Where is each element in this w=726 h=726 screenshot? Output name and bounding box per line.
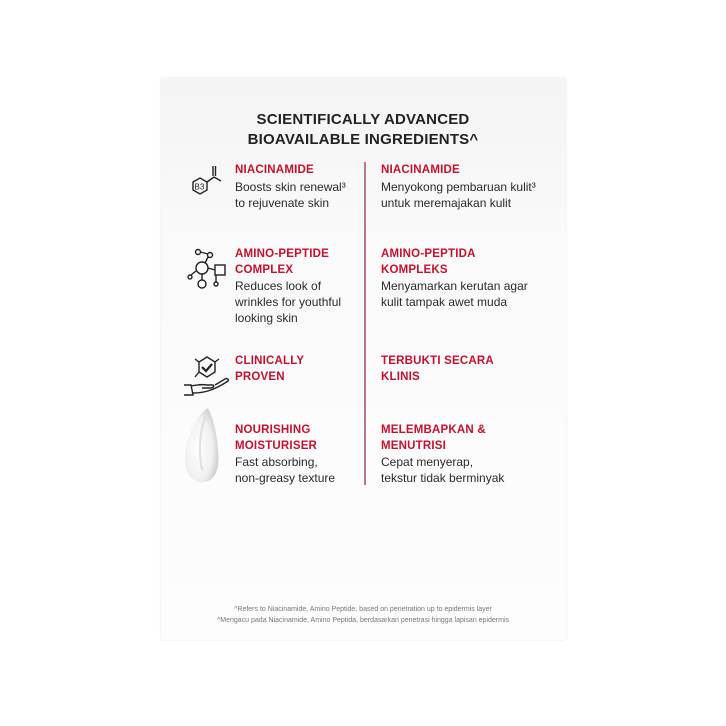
clinically-proven-heading-line1: CLINICALLY: [235, 355, 305, 367]
amino-peptida-body-line1: Menyamarkan kerutan agar: [381, 279, 528, 293]
niacinamide-heading: NIACINAMIDE: [235, 164, 314, 176]
moisturiser-heading-line1: NOURISHING: [235, 424, 311, 436]
moisturiser-heading-line2: MOISTURISER: [235, 440, 318, 452]
panel-title-line1: SCIENTIFICALLY ADVANCED: [256, 111, 470, 128]
melembapkan-heading-line2: MENUTRISI: [381, 440, 447, 452]
melembapkan-body-line1: Cepat menyerap,: [381, 455, 474, 469]
peptide-molecule-icon: [186, 247, 232, 293]
amino-peptide-heading-line1: AMINO-PEPTIDE: [235, 248, 329, 260]
moisturiser-body-line1: Fast absorbing,: [235, 455, 318, 469]
amino-peptide-body-line1: Reduces look of: [235, 279, 322, 293]
amino-peptide-body-line3: looking skin: [235, 311, 298, 325]
b3-molecule-icon: [186, 163, 232, 205]
terbukti-heading-line1: TERBUKTI SECARA: [381, 355, 494, 367]
svg-text:B3: B3: [194, 182, 205, 192]
amino-peptida-body-line2: kulit tampak awet muda: [381, 295, 508, 309]
amino-peptide-body-line2: wrinkles for youthful: [235, 295, 342, 309]
clinically-proven-heading-line2: PROVEN: [235, 371, 285, 383]
amino-peptida-heading-line1: AMINO-PEPTIDA: [381, 248, 476, 260]
amino-peptida-heading-line2: KOMPLEKS: [381, 264, 448, 276]
niacinamide-body-id-line2: untuk meremajakan kulit: [381, 196, 512, 210]
footnote-en: ^Refers to Niacinamide, Amino Peptide, based on penetration up to epidermis layer: [234, 606, 492, 613]
niacinamide-heading-id: NIACINAMIDE: [381, 164, 460, 176]
cream-swatch-icon: [180, 405, 222, 485]
panel-title-line2: BIOAVAILABLE INGREDIENTS^: [247, 131, 479, 148]
melembapkan-body-line2: tekstur tidak berminyak: [381, 471, 505, 485]
column-divider: [364, 162, 366, 485]
niacinamide-body-line1: Boosts skin renewal³: [235, 180, 346, 194]
hand-check-icon: [183, 355, 231, 401]
melembapkan-heading-line1: MELEMBAPKAN &: [381, 424, 486, 436]
niacinamide-body-line2: to rejuvenate skin: [235, 196, 330, 210]
terbukti-heading-line2: KLINIS: [381, 371, 420, 383]
niacinamide-body-id-line1: Menyokong pembaruan kulit³: [381, 180, 536, 194]
moisturiser-body-line2: non-greasy texture: [235, 471, 336, 485]
footnote-id: ^Mengacu pada Niacinamide, Amino Peptida, berdasarkan penetrasi hingga lapisan epidermis: [216, 617, 510, 624]
amino-peptide-heading-line2: COMPLEX: [235, 264, 294, 276]
